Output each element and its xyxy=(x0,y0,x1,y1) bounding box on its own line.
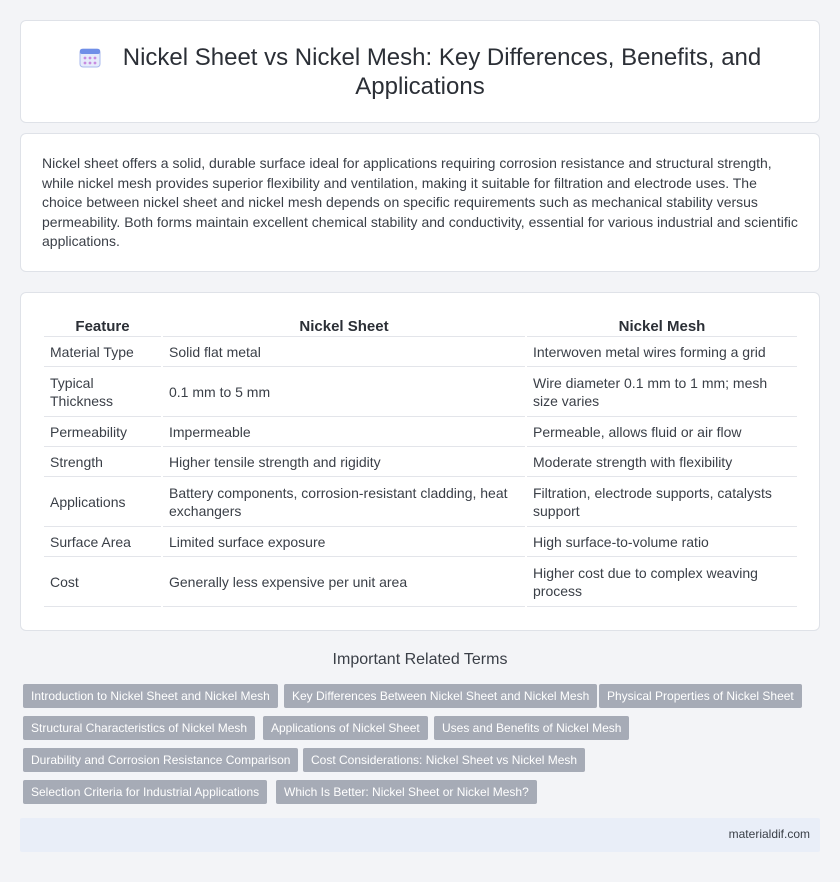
table-cell-sheet: Battery components, corrosion-resistant cladding, heat exchangers xyxy=(163,477,525,527)
related-tag[interactable]: Which Is Better: Nickel Sheet or Nickel Mesh? xyxy=(276,780,537,804)
table-row xyxy=(44,447,797,477)
table-row xyxy=(44,367,797,417)
table-cell-mesh: High surface-to-volume ratio xyxy=(527,527,797,557)
header-nickel-sheet: Nickel Sheet xyxy=(163,315,525,337)
footer-bar xyxy=(20,818,820,852)
table-cell-mesh: Moderate strength with flexibility xyxy=(527,447,797,477)
table-header-row xyxy=(44,315,797,337)
related-tag[interactable]: Physical Properties of Nickel Sheet xyxy=(599,684,802,708)
intro-paragraph: Nickel sheet offers a solid, durable surface ideal for applications requiring corrosion resistance and structural strength, while nickel mesh provides superior flexibility and ventilation, making it suitable for filtration and electrode uses. The choice between nickel sheet and nickel mesh depends on specific requirements such as mechanical stability versus permeability. Both forms maintain excellent chemical stability and conductivity, essential for various industrial and scientific applications. xyxy=(42,155,798,249)
related-tag[interactable]: Structural Characteristics of Nickel Mesh xyxy=(23,716,255,740)
table-cell-sheet: Generally less expensive per unit area xyxy=(163,557,525,607)
footer-site-link[interactable]: materialdif.com xyxy=(728,827,810,841)
table-cell-sheet: Limited surface exposure xyxy=(163,527,525,557)
table-cell-feature: Strength xyxy=(44,447,161,477)
page-title: Nickel Sheet vs Nickel Mesh: Key Differences, Benefits, and Applications xyxy=(122,44,762,100)
calendar-icon xyxy=(79,46,101,68)
header-feature: Feature xyxy=(44,315,161,337)
table-cell-feature: Permeability xyxy=(44,417,161,447)
table-cell-feature: Applications xyxy=(44,477,161,527)
comparison-card xyxy=(20,292,820,631)
related-tag[interactable]: Applications of Nickel Sheet xyxy=(263,716,428,740)
intro-card xyxy=(20,133,820,272)
table-cell-sheet: Impermeable xyxy=(163,417,525,447)
table-cell-mesh: Higher cost due to complex weaving process xyxy=(527,557,797,607)
related-tag[interactable]: Durability and Corrosion Resistance Comparison xyxy=(23,748,298,772)
table-cell-feature: Typical Thickness xyxy=(44,367,161,417)
related-tag[interactable]: Introduction to Nickel Sheet and Nickel Mesh xyxy=(23,684,278,708)
title-card xyxy=(20,20,820,123)
table-row xyxy=(44,527,797,557)
table-row xyxy=(44,417,797,447)
table-row xyxy=(44,337,797,367)
table-cell-feature: Surface Area xyxy=(44,527,161,557)
related-tag[interactable]: Selection Criteria for Industrial Applications xyxy=(23,780,267,804)
table-cell-sheet: 0.1 mm to 5 mm xyxy=(163,367,525,417)
table-row xyxy=(44,477,797,527)
table-cell-mesh: Wire diameter 0.1 mm to 1 mm; mesh size varies xyxy=(527,367,797,417)
related-tag[interactable]: Key Differences Between Nickel Sheet and Nickel Mesh xyxy=(284,684,597,708)
related-tag[interactable]: Uses and Benefits of Nickel Mesh xyxy=(434,716,629,740)
related-terms-title: Important Related Terms xyxy=(332,651,508,668)
table-cell-sheet: Solid flat metal xyxy=(163,337,525,367)
related-tag[interactable]: Cost Considerations: Nickel Sheet vs Nickel Mesh xyxy=(303,748,585,772)
table-cell-sheet: Higher tensile strength and rigidity xyxy=(163,447,525,477)
table-cell-mesh: Filtration, electrode supports, catalysts support xyxy=(527,477,797,527)
table-row xyxy=(44,557,797,607)
comparison-table xyxy=(42,315,799,607)
table-cell-mesh: Permeable, allows fluid or air flow xyxy=(527,417,797,447)
header-nickel-mesh: Nickel Mesh xyxy=(527,315,797,337)
table-cell-feature: Material Type xyxy=(44,337,161,367)
table-cell-mesh: Interwoven metal wires forming a grid xyxy=(527,337,797,367)
table-cell-feature: Cost xyxy=(44,557,161,607)
